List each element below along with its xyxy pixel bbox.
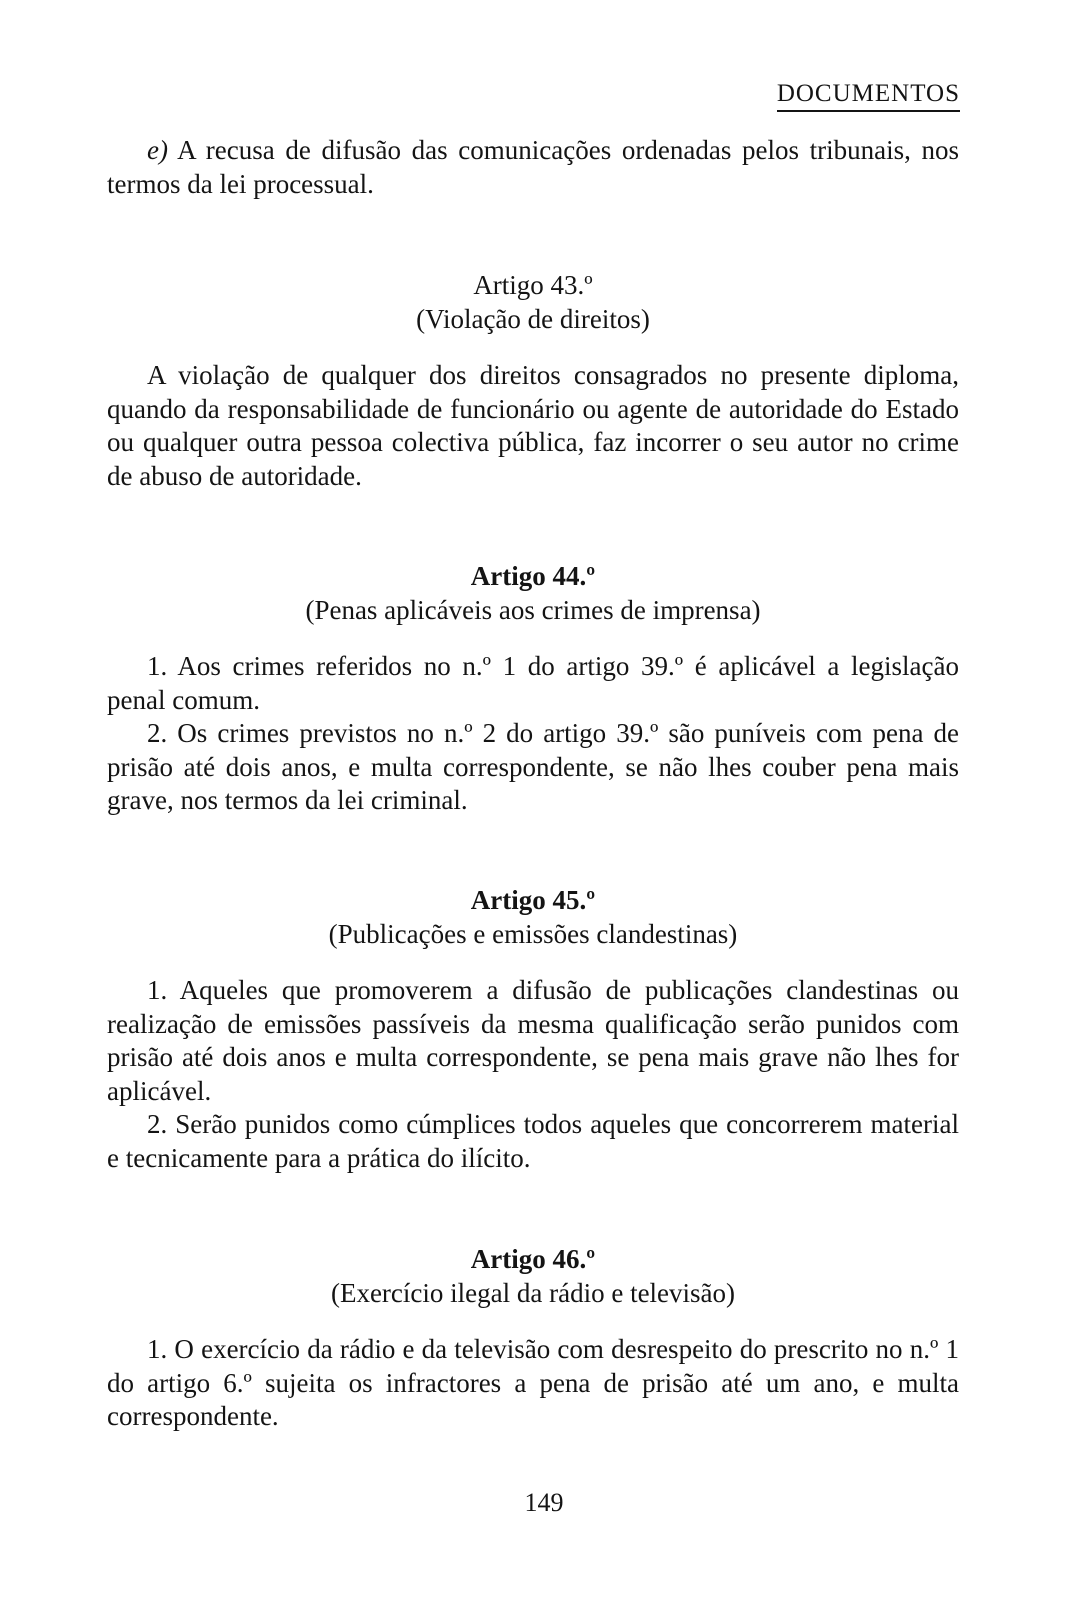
page-number: 149 xyxy=(524,1488,564,1517)
running-header: DOCUMENTOS xyxy=(777,80,960,112)
intro-text: A recusa de difusão das comunicações ordenadas pelos tribunais, nos termos da lei processual. xyxy=(107,135,959,199)
article-subtitle: (Publicações e emissões clandestinas) xyxy=(328,918,738,949)
article-paragraph: 2. Os crimes previstos no n.º 2 do artigo 39.º são puníveis com pena de prisão até dois anos, e multa correspondente, se não lhes couber pena mais grave, nos termos da lei criminal. xyxy=(107,718,959,815)
article-title: Artigo 45.º xyxy=(470,885,596,915)
article-paragraph: 1. O exercício da rádio e da televisão com desrespeito do prescrito no n.º 1 do artigo 6.º sujeita os infractores a pena de prisão até um ano, e multa correspondente. xyxy=(107,1334,959,1431)
intro-letter: e) xyxy=(147,135,168,165)
article-45 xyxy=(107,884,959,1175)
article-title: Artigo 43.º xyxy=(473,270,593,300)
intro-block xyxy=(107,134,959,201)
article-subtitle: (Violação de direitos) xyxy=(416,303,650,334)
article-subtitle: (Exercício ilegal da rádio e televisão) xyxy=(330,1277,736,1308)
article-44 xyxy=(107,560,959,818)
article-subtitle: (Penas aplicáveis aos crimes de imprensa) xyxy=(305,594,761,625)
intro-paragraph xyxy=(107,134,959,201)
article-title: Artigo 44.º xyxy=(470,561,596,591)
article-paragraph: A violação de qualquer dos direitos consagrados no presente diploma, quando da responsabilidade de funcionário ou agente de autoridade do Estado ou qualquer outra pessoa colectiva pública, faz incorrer o seu autor no crime de abuso de autoridade. xyxy=(107,360,959,491)
article-paragraph: 1. Aos crimes referidos no n.º 1 do artigo 39.º é aplicável a legislação penal comum. xyxy=(107,651,959,715)
article-46 xyxy=(107,1243,959,1434)
article-paragraph: 2. Serão punidos como cúmplices todos aqueles que concorrerem material e tecnicamente para a prática do ilícito. xyxy=(107,1109,959,1173)
article-title: Artigo 46.º xyxy=(470,1244,596,1274)
article-paragraph: 1. Aqueles que promoverem a difusão de publicações clandestinas ou realização de emissões passíveis da mesma qualificação serão punidos com prisão até dois anos e multa correspondente, se pena mais grave não lhes for aplicável. xyxy=(107,975,959,1106)
article-43 xyxy=(107,269,959,493)
